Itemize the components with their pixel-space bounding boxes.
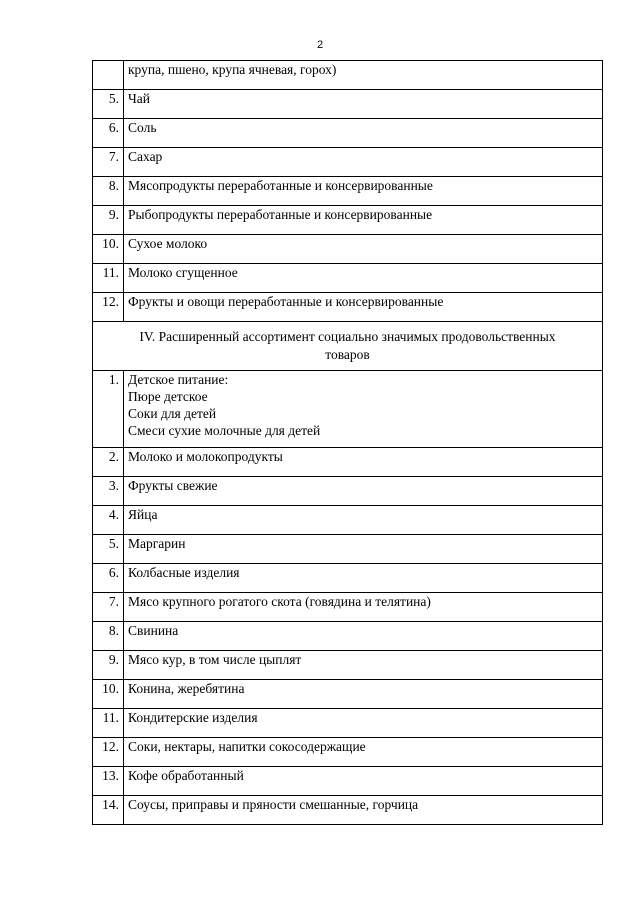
row-text: Мясо кур, в том числе цыплят xyxy=(124,651,603,680)
baby-food-line: Соки для детей xyxy=(128,406,217,421)
row-text: Сухое молоко xyxy=(124,235,603,264)
row-number: 8. xyxy=(93,177,124,206)
section-title: IV. Расширенный ассортимент социально значимых продовольственных товаров xyxy=(93,322,603,371)
row-number: 3. xyxy=(93,477,124,506)
table-row xyxy=(93,767,603,796)
table-row xyxy=(93,61,603,90)
table-row xyxy=(93,477,603,506)
row-text: Соль xyxy=(124,119,603,148)
row-number: 13. xyxy=(93,767,124,796)
row-number: 5. xyxy=(93,535,124,564)
table-row xyxy=(93,206,603,235)
table-row xyxy=(93,371,603,448)
row-number: 6. xyxy=(93,119,124,148)
section-block xyxy=(93,322,603,448)
row-number: 14. xyxy=(93,796,124,825)
table-row xyxy=(93,293,603,322)
row-number: 1. xyxy=(93,371,124,448)
page-number: 2 xyxy=(316,39,324,51)
row-text: Маргарин xyxy=(124,535,603,564)
bottom-rows xyxy=(93,448,603,825)
row-text: Кофе обработанный xyxy=(124,767,603,796)
row-text: Сахар xyxy=(124,148,603,177)
section-header-row xyxy=(93,322,603,371)
table-row xyxy=(93,235,603,264)
row-text: Фрукты свежие xyxy=(124,477,603,506)
row-number: 9. xyxy=(93,206,124,235)
row-text: крупа, пшено, крупа ячневая, горох) xyxy=(124,61,603,90)
table-row xyxy=(93,535,603,564)
row-text: Соусы, приправы и пряности смешанные, горчица xyxy=(124,796,603,825)
table-row xyxy=(93,119,603,148)
row-text: Фрукты и овощи переработанные и консервированные xyxy=(124,293,603,322)
row-number xyxy=(93,61,124,90)
row-number: 11. xyxy=(93,709,124,738)
row-text: Молоко сгущенное xyxy=(124,264,603,293)
row-number: 10. xyxy=(93,235,124,264)
table-row xyxy=(93,177,603,206)
row-number: 11. xyxy=(93,264,124,293)
table-row xyxy=(93,738,603,767)
table-row xyxy=(93,264,603,293)
row-number: 5. xyxy=(93,90,124,119)
row-number: 6. xyxy=(93,564,124,593)
row-text: Чай xyxy=(124,90,603,119)
baby-food-line: Смеси сухие молочные для детей xyxy=(128,423,321,438)
table-row xyxy=(93,651,603,680)
row-text: Молоко и молокопродукты xyxy=(124,448,603,477)
row-text: Конина, жеребятина xyxy=(124,680,603,709)
row-text: Рыбопродукты переработанные и консервированные xyxy=(124,206,603,235)
row-text: Мясо крупного рогатого скота (говядина и телятина) xyxy=(124,593,603,622)
row-text: Колбасные изделия xyxy=(124,564,603,593)
table-row xyxy=(93,506,603,535)
table-row xyxy=(93,622,603,651)
row-number: 8. xyxy=(93,622,124,651)
row-number: 4. xyxy=(93,506,124,535)
table-row xyxy=(93,680,603,709)
table-row xyxy=(93,448,603,477)
row-text xyxy=(124,371,603,448)
row-text: Соки, нектары, напитки сокосодержащие xyxy=(124,738,603,767)
row-number: 2. xyxy=(93,448,124,477)
table-row xyxy=(93,564,603,593)
row-text: Свинина xyxy=(124,622,603,651)
row-number: 12. xyxy=(93,738,124,767)
goods-table xyxy=(92,60,603,825)
row-number: 10. xyxy=(93,680,124,709)
row-number: 7. xyxy=(93,593,124,622)
table-row xyxy=(93,148,603,177)
top-rows xyxy=(93,61,603,322)
table-row xyxy=(93,796,603,825)
baby-food-line: Детское питание: xyxy=(128,372,229,387)
table-row xyxy=(93,593,603,622)
table-row xyxy=(93,709,603,738)
row-number: 7. xyxy=(93,148,124,177)
table-row xyxy=(93,90,603,119)
row-text: Мясопродукты переработанные и консервированные xyxy=(124,177,603,206)
row-number: 12. xyxy=(93,293,124,322)
row-text: Кондитерские изделия xyxy=(124,709,603,738)
baby-food-line: Пюре детское xyxy=(128,389,208,404)
row-number: 9. xyxy=(93,651,124,680)
row-text: Яйца xyxy=(124,506,603,535)
